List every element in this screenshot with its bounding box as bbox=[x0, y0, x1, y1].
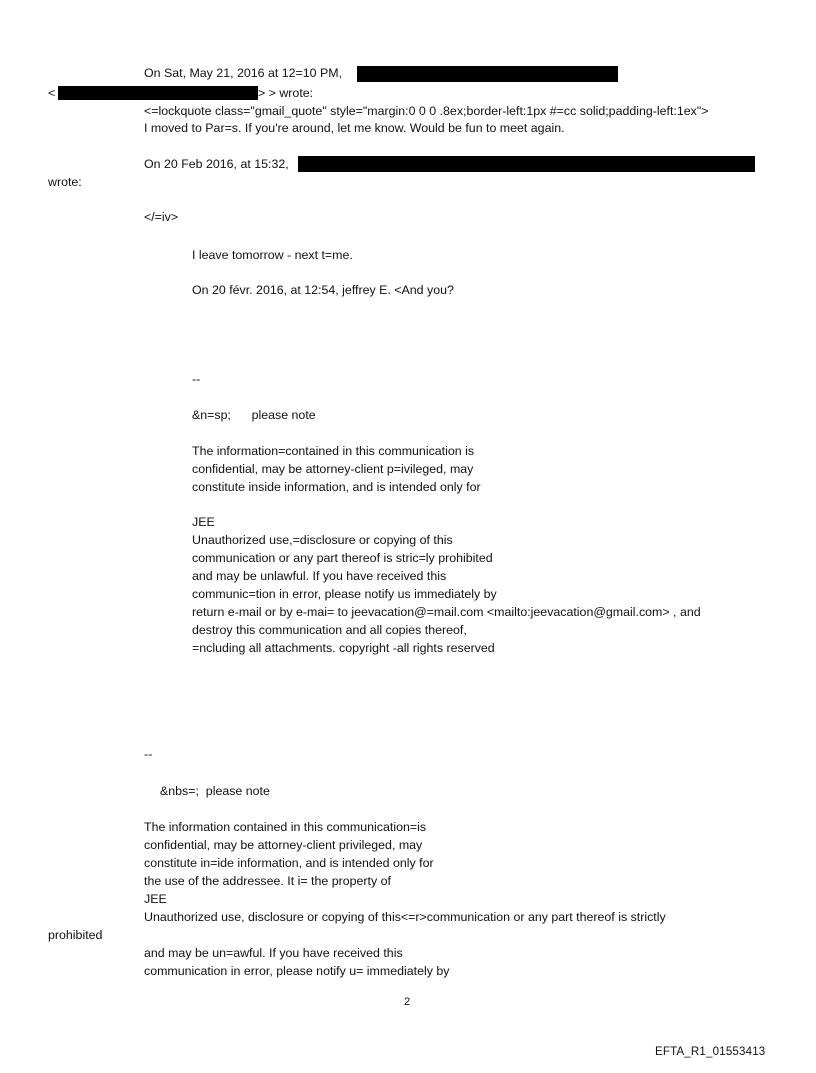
redaction-box bbox=[58, 86, 258, 100]
redaction-box bbox=[357, 66, 618, 82]
disclaimer-line: =ncluding all attachments. copyright -all rights reserved bbox=[192, 641, 495, 655]
jee-label: JEE bbox=[192, 515, 215, 529]
disclaimer-line: constitute in=ide information, and is intended only for bbox=[144, 856, 434, 870]
signature-dashes: -- bbox=[144, 747, 153, 761]
disclaimer-line: communic=tion in error, please notify us immediately by bbox=[192, 587, 497, 601]
wrote-line: > > wrote: bbox=[258, 86, 314, 100]
disclaimer-line: Unauthorized use, disclosure or copying of this<=r>communication or any part thereof is strictly bbox=[144, 910, 666, 924]
wrote-line-2: wrote: bbox=[48, 175, 82, 189]
redaction-box bbox=[298, 156, 755, 172]
disclaimer-line: and may be unlawful. If you have received this bbox=[192, 569, 447, 583]
leave-line: I leave tomorrow - next t=me. bbox=[192, 248, 353, 262]
blockquote-line: <=lockquote class="gmail_quote" style="margin:0 0 0 .8ex;border-left:1px #=cc solid;padding-left:1ex"> bbox=[144, 104, 709, 118]
disclaimer-line: communication or any part thereof is stric=ly prohibited bbox=[192, 551, 493, 565]
signature-dashes: -- bbox=[192, 372, 201, 386]
disclaimer-line: The information=contained in this communication is bbox=[192, 444, 475, 458]
disclaimer-line: Unauthorized use,=disclosure or copying of this bbox=[192, 533, 453, 547]
disclaimer-line: and may be un=awful. If you have received this bbox=[144, 946, 403, 960]
div-close-line: </=iv> bbox=[144, 210, 179, 224]
disclaimer-line: the use of the addressee. It i= the property of bbox=[144, 874, 391, 888]
disclaimer-line: destroy this communication and all copies thereof, bbox=[192, 623, 467, 637]
disclaimer-line: confidential, may be attorney-client privileged, may bbox=[144, 838, 423, 852]
please-note: &nbs=; please note bbox=[160, 784, 270, 798]
sat-date-line: On Sat, May 21, 2016 at 12=10 PM, bbox=[144, 66, 343, 80]
please-note: &n=sp; please note bbox=[192, 408, 316, 422]
disclaimer-line: communication in error, please notify u= immediately by bbox=[144, 964, 450, 978]
moved-line: I moved to Par=s. If you're around, let me know. Would be fun to meet again. bbox=[144, 121, 565, 135]
prohibited-word: prohibited bbox=[48, 928, 103, 942]
page-number: 2 bbox=[404, 996, 411, 1008]
fevr-line: On 20 févr. 2016, at 12:54, jeffrey E. <And you? bbox=[192, 283, 454, 297]
disclaimer-email-line: return e-mail or by e-mai= to jeevacation@=mail.com <mailto:jeevacation@gmail.com> , and bbox=[192, 605, 701, 619]
jee-label: JEE bbox=[144, 892, 167, 906]
disclaimer-line: constitute inside information, and is intended only for bbox=[192, 480, 481, 494]
disclaimer-line: The information contained in this communication=is bbox=[144, 820, 427, 834]
document-id: EFTA_R1_01553413 bbox=[655, 1046, 766, 1058]
lt-bracket: < bbox=[48, 86, 56, 100]
feb-date-line: On 20 Feb 2016, at 15:32, bbox=[144, 157, 289, 171]
disclaimer-line: confidential, may be attorney-client p=ivileged, may bbox=[192, 462, 474, 476]
